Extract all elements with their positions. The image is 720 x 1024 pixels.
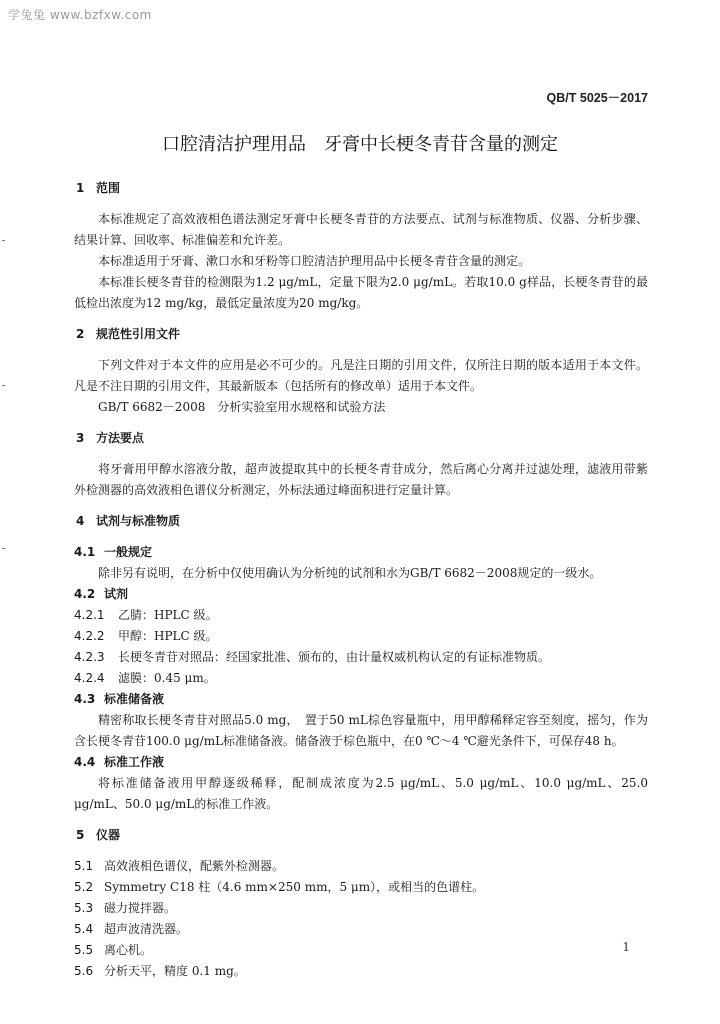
subsection-heading-4-4: 4.4 标准工作液 bbox=[74, 755, 165, 769]
section-heading-1: 1 范围 bbox=[76, 181, 121, 195]
list-item: 5.4 超声波清洗器。 bbox=[74, 922, 189, 936]
paragraph: 将牙膏用甲醇水溶液分散，超声波提取其中的长梗冬青苷成分，然后离心分离并过滤处理，滤液用带紫外检测器的高效液相色谱仪分析测定，外标法通过峰面积进行定量计算。 bbox=[74, 462, 648, 497]
reference-item: GB/T 6682－2008 分析实验室用水规格和试验方法 bbox=[98, 400, 386, 414]
list-item: 4.2.3 长梗冬青苷对照品：经国家批准、颁布的，由计量权威机构认定的有证标准物质。 bbox=[74, 650, 551, 664]
paragraph: 精密称取长梗冬青苷对照品5.0 mg， 置于50 mL棕色容量瓶中，用甲醇稀释定容至刻度，摇匀，作为含长梗冬青苷100.0 μg/mL标准储备液。储备液于棕色瓶中，在0 ℃～4 ℃避光条件下，可保存48 h。 bbox=[74, 713, 648, 748]
paragraph: 本标准长梗冬青苷的检测限为1.2 μg/mL，定量下限为2.0 μg/mL。若取10.0 g样品，长梗冬青苷的最低检出浓度为12 mg/kg，最低定量浓度为20 mg/kg。 bbox=[74, 275, 648, 310]
list-item: 4.2.1 乙腈：HPLC 级。 bbox=[74, 608, 218, 622]
document-title: 口腔清洁护理用品 牙膏中长梗冬青苷含量的测定 bbox=[162, 134, 558, 155]
list-item: 4.2.2 甲醇：HPLC 级。 bbox=[74, 629, 218, 643]
subsection-heading-4-1: 4.1 一般规定 bbox=[74, 545, 153, 559]
subsection-heading-4-2: 4.2 试剂 bbox=[74, 587, 129, 601]
edge-mark bbox=[2, 240, 5, 241]
list-item: 5.2 Symmetry C18 柱（4.6 mm×250 mm，5 μm），或相当的色谱柱。 bbox=[74, 880, 485, 894]
standard-code: QB/T 5025－2017 bbox=[546, 91, 648, 105]
list-item: 5.6 分析天平，精度 0.1 mg。 bbox=[74, 964, 246, 978]
page-number: 1 bbox=[622, 940, 630, 954]
list-item: 5.1 高效液相色谱仪，配紫外检测器。 bbox=[74, 859, 285, 873]
document-body bbox=[74, 178, 648, 982]
paragraph: 将标准储备液用甲醇逐级稀释，配制成浓度为2.5 μg/mL、5.0 μg/mL、10.0 μg/mL、25.0 μg/mL、50.0 μg/mL的标准工作液。 bbox=[74, 776, 648, 811]
subsection-heading-4-3: 4.3 标准储备液 bbox=[74, 692, 165, 706]
list-item: 5.5 离心机。 bbox=[74, 943, 153, 957]
section-heading-4: 4 试剂与标准物质 bbox=[76, 514, 181, 528]
paragraph: 除非另有说明，在分析中仅使用确认为分析纯的试剂和水为GB/T 6682－2008规定的一级水。 bbox=[98, 566, 602, 580]
list-item: 5.3 磁力搅拌器。 bbox=[74, 901, 177, 915]
paragraph: 下列文件对于本文件的应用是必不可少的。凡是注日期的引用文件，仅所注日期的版本适用于本文件。凡是不注日期的引用文件，其最新版本（包括所有的修改单）适用于本文件。 bbox=[74, 358, 648, 393]
edge-mark bbox=[2, 548, 5, 549]
list-item: 4.2.4 滤膜：0.45 μm。 bbox=[74, 671, 216, 685]
section-heading-2: 2 规范性引用文件 bbox=[76, 327, 181, 341]
section-heading-5: 5 仪器 bbox=[76, 828, 121, 842]
watermark: 学兔兔 www.bzfxw.com bbox=[8, 8, 152, 22]
paragraph: 本标准适用于牙膏、漱口水和牙粉等口腔清洁护理用品中长梗冬青苷含量的测定。 bbox=[98, 254, 531, 268]
paragraph: 本标准规定了高效液相色谱法测定牙膏中长梗冬青苷的方法要点、试剂与标准物质、仪器、分析步骤、结果计算、回收率、标准偏差和允许差。 bbox=[74, 212, 648, 247]
edge-mark bbox=[2, 385, 5, 386]
section-heading-3: 3 方法要点 bbox=[76, 431, 145, 445]
